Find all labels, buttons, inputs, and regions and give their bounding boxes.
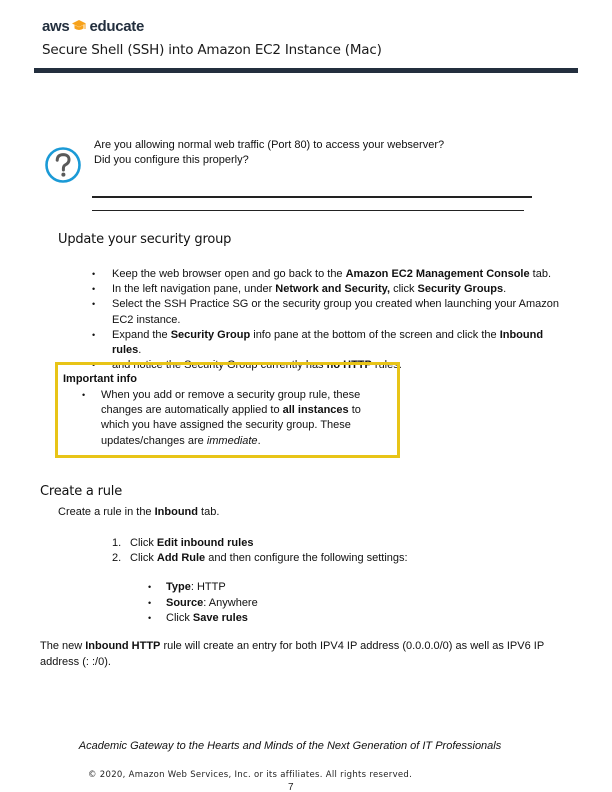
list-item: • Type: HTTP [148,580,258,596]
list-item: 2. Click Add Rule and then configure the following settings: [112,552,408,564]
list-item: • Select the SSH Practice SG or the security group you created when launching your Amazon EC2 instance. [92,297,572,327]
footer-copyright: © 2020, Amazon Web Services, Inc. or its affiliates. All rights reserved. [88,770,413,780]
list-item: • When you add or remove a security group rule, these changes are automatically applied to all instances to which you have assigned the security group. These updates/changes are immediate. [82,388,382,449]
aws-educate-logo [42,16,144,36]
list-item: • Expand the Security Group info pane at the bottom of the screen and click the Inbound rules. [92,328,572,358]
list-item: • and notice the Security Group currently has no HTTP rules. [92,358,572,373]
create-rule-steps [112,536,408,566]
rule-settings-list [148,580,258,627]
section-heading-create-rule: Create a rule [40,484,123,499]
list-item: 1. Click Edit inbound rules [112,537,254,549]
list-item: • Click Save rules [148,611,258,627]
update-steps-list [92,267,572,373]
logo-aws-text: aws [42,17,70,35]
question-text [94,138,444,168]
graduation-cap-icon [71,19,87,33]
question-line-1: Are you allowing normal web traffic (Port 80) to access your webserver? [94,139,445,151]
section-heading-update-security-group: Update your security group [58,232,232,247]
page-number: 7 [288,782,294,792]
question-line-2: Did you configure this properly? [94,154,249,166]
answer-line-1 [92,196,532,198]
question-mark-icon [44,146,82,184]
list-item: • In the left navigation pane, under Network and Security, click Security Groups. [92,282,572,297]
document-title: Secure Shell (SSH) into Amazon EC2 Instance (Mac) [42,42,382,58]
create-rule-intro: Create a rule in the Inbound tab. [58,506,220,518]
answer-line-2 [92,210,524,211]
header-divider [34,68,578,73]
rule-summary-text: The new Inbound HTTP rule will create an entry for both IPV4 IP address (0.0.0.0/0) as well as IPV6 IP address (: :/0). [40,640,544,668]
logo-educate-text: educate [89,17,145,35]
footer-tagline: Academic Gateway to the Hearts and Minds of the Next Generation of IT Professionals [78,740,502,752]
important-info-label: Important info [63,373,137,385]
list-item: • Source: Anywhere [148,596,258,612]
list-item: • Keep the web browser open and go back to the Amazon EC2 Management Console tab. [92,267,572,282]
important-info-list [82,388,382,449]
